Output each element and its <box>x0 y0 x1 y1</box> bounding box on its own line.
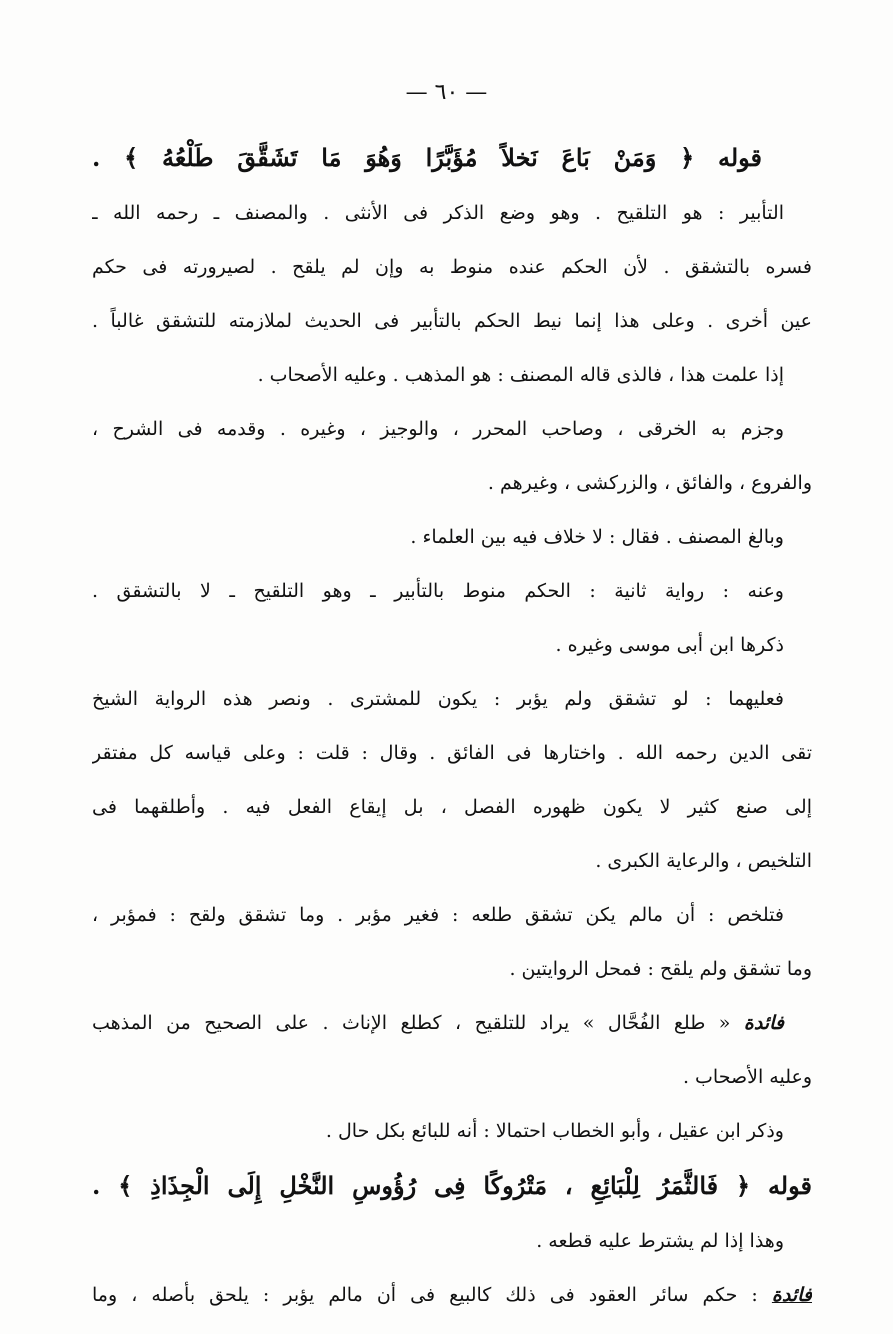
text-line: والفروع ، والفائق ، والزركشى ، وغيرهم . <box>487 472 812 494</box>
text-line: فعليهما : لو تشقق ولم يؤبر : يكون للمشترى . ونصر هذه الرواية الشيخ <box>92 688 784 710</box>
text-line: فتلخص : أن مالم يكن تشقق طلعه : فغير مؤبر . وما تشقق ولقح : فمؤبر ، <box>92 904 784 926</box>
text-line: وعليه الأصحاب . <box>682 1066 812 1088</box>
text-line: تقى الدين رحمه الله . واختارها فى الفائق . وقال : قلت : وعلى قياسه كل مفتقر <box>92 742 812 764</box>
heading-line-2: قوله ﴿ فَالثَّمَرُ لِلْبَائِعِ ، مَتْرُوكًا فِى رُؤُوسِ النَّخْلِ إِلَى الْجِذَاذِ ﴾ . <box>92 1171 812 1200</box>
note-label: فائدة <box>771 1284 812 1306</box>
text-line: فسره بالتشقق . لأن الحكم عنده منوط به وإن لم يلقح . لصيرورته فى حكم <box>92 256 812 278</box>
heading-line-1: قوله ﴿ وَمَنْ بَاعَ نَخلاً مُؤَبَّرًا وَهُوَ مَا تَشَقَّقَ طَلْعُهُ ﴾ . <box>92 143 762 172</box>
body-text <box>92 130 812 1322</box>
text-line: التأبير : هو التلقيح . وهو وضع الذكر فى الأنثى . والمصنف ـ رحمه الله ـ <box>92 202 784 224</box>
text-line-with-note <box>92 1268 812 1322</box>
text-line: وما تشقق ولم يلقح : فمحل الروايتين . <box>509 958 812 980</box>
text-line: وهذا إذا لم يشترط عليه قطعه . <box>536 1230 784 1252</box>
text-line: عين أخرى . وعلى هذا إنما نيط الحكم بالتأبير فى الحديث لملازمته للتشقق غالباً . <box>92 310 812 332</box>
text-line: وعنه : رواية ثانية : الحكم منوط بالتأبير ـ وهو التلقيح ـ لا بالتشقق . <box>92 580 784 602</box>
text-line: التلخيص ، والرعاية الكبرى . <box>595 850 812 872</box>
text-line: إذا علمت هذا ، فالذى قاله المصنف : هو المذهب . وعليه الأصحاب . <box>257 364 784 386</box>
text-line: وذكر ابن عقيل ، وأبو الخطاب احتمالا : أنه للبائع بكل حال . <box>325 1120 784 1142</box>
note-text: « طلع الفُحَّال » يراد للتلقيح ، كطلع الإناث . على الصحيح من المذهب <box>92 1012 744 1034</box>
note-label: فائدة <box>743 1012 784 1034</box>
text-line: ذكرها ابن أبى موسى وغيره . <box>555 634 784 656</box>
text-line-with-note <box>92 996 812 1050</box>
page-number: — ٦٠ — <box>405 80 488 105</box>
text-line: وجزم به الخرقى ، وصاحب المحرر ، والوجيز ، وغيره . وقدمه فى الشرح ، <box>92 418 784 440</box>
text-line: وبالغ المصنف . فقال : لا خلاف فيه بين العلماء . <box>410 526 784 548</box>
note-text: : حكم سائر العقود فى ذلك كالبيع فى أن مالم يؤبر : يلحق بأصله ، وما <box>92 1284 772 1306</box>
text-line: إلى صنع كثير لا يكون ظهوره الفصل ، بل إيقاع الفعل فيه . وأطلقهما فى <box>92 796 812 818</box>
